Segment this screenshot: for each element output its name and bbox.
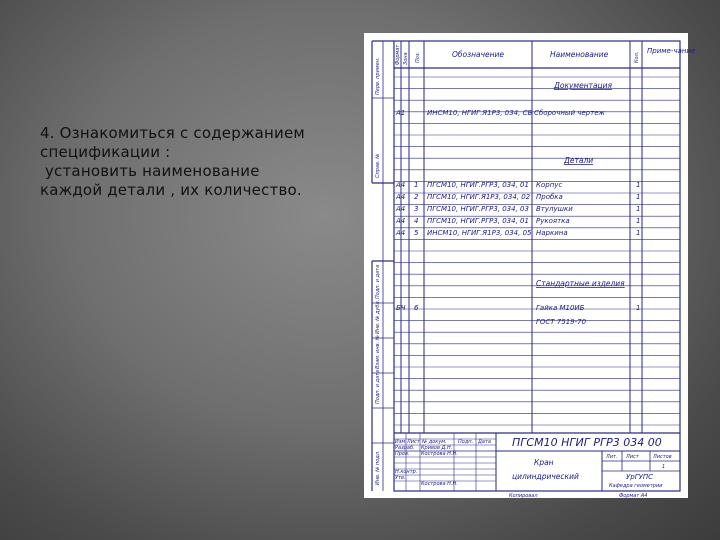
tb-row-label-doc: № докум. <box>422 439 447 445</box>
tb-chk-label: Пров. <box>395 451 410 457</box>
title-block-sheet-label: Лист <box>626 454 639 460</box>
part-row-1-name: Корпус <box>536 181 563 189</box>
part-row-2-name: Пробка <box>536 193 563 201</box>
part-row-1-des: ПГСМ10, НГИГ.РГР3, 034, 01 <box>427 181 529 189</box>
title-block-title-2: цилиндрический <box>512 472 579 481</box>
slide-text-line-4: каждой детали , их количество. <box>40 181 302 199</box>
part-row-3-fmt: А4 <box>396 205 406 213</box>
section-standard: Стандартные изделия <box>536 279 625 288</box>
part-row-3-pos: 3 <box>414 205 419 213</box>
side-label-orig-inv: Инв. № подл. <box>375 450 381 485</box>
tb-row-label-sign: Подп. <box>458 439 474 445</box>
header-qty: Кол. <box>634 51 640 63</box>
tb-row-label-sheet: Лист <box>407 439 420 445</box>
part-row-5-qty: 1 <box>636 229 641 237</box>
part-row-1-fmt: А4 <box>396 181 406 189</box>
part-row-5-des: ИНСМ10, НГИГ.Я1Р3, 034, 05 <box>427 229 532 237</box>
part-row-1-qty: 1 <box>636 181 641 189</box>
tb-row-label-date: Дата <box>478 439 491 445</box>
section-documentation: Документация <box>554 81 613 90</box>
doc-row-name: Сборочный чертеж <box>534 109 605 117</box>
title-block-sheets-val: 1 <box>662 464 666 470</box>
part-row-4-fmt: А4 <box>396 217 406 225</box>
side-label-sign-date-1: Подп. и дата <box>375 264 381 299</box>
table-grid <box>394 41 680 433</box>
part-row-5-name: Наркина <box>536 229 568 237</box>
side-label-sign-date-2: Подп. и дата <box>375 369 381 404</box>
section-parts: Детали <box>564 156 594 165</box>
side-label-dup-inv: Инв. № дубл. <box>375 299 381 334</box>
tb-dev-name: Кривов Д.Н. <box>421 445 453 451</box>
slide-text-line-1: 4. Ознакомиться с содержанием <box>40 124 305 142</box>
part-row-4-name: Рукоятка <box>536 217 570 225</box>
side-label-ref: Справ. № <box>375 153 381 178</box>
doc-row-designation: ИНСМ10, НГИГ.Я1Р3, 034, СБ <box>427 109 533 117</box>
tb-chk-name: Кострова Н.Н. <box>421 451 458 457</box>
specification-drawing <box>364 33 696 499</box>
specification-sheet <box>364 33 696 499</box>
title-block-lit-label: Лит. <box>606 454 618 460</box>
header-designation: Обозначение <box>452 50 505 59</box>
slide-text-line-2: спецификации : <box>40 143 171 161</box>
title-block-sheets-label: Листов <box>653 454 672 460</box>
title-block-org-2: Кафедра геометрии <box>609 483 663 489</box>
header-zone: Зона <box>403 52 409 65</box>
part-row-4-des: ПГСМ10, НГИГ.РГР3, 034, 01 <box>427 217 529 225</box>
part-row-3-des: ПГСМ10, НГИГ.РГР3, 034, 03 <box>427 205 529 213</box>
part-row-3-name: Втулушки <box>536 205 573 213</box>
header-note: Приме-чание <box>647 47 696 55</box>
part-row-1-pos: 1 <box>414 181 419 189</box>
title-block-title-1: Кран <box>534 458 554 467</box>
part-row-5-fmt: А4 <box>396 229 406 237</box>
part-row-5-pos: 5 <box>414 229 419 237</box>
std-row-format: БЧ <box>396 304 406 312</box>
part-row-2-fmt: А4 <box>396 193 406 201</box>
part-row-4-pos: 4 <box>414 217 419 225</box>
header-format: Формат <box>395 44 401 65</box>
part-row-2-des: ПГСМ10, НГИГ.Я1Р3, 034, 02 <box>427 193 531 201</box>
slide-text <box>40 124 360 200</box>
part-row-2-pos: 2 <box>414 193 419 201</box>
part-row-3-qty: 1 <box>636 205 641 213</box>
std-row-qty: 1 <box>636 304 641 312</box>
copied-label: Копировал <box>509 493 538 499</box>
title-block-code: ПГСМ10 НГИГ РГР3 034 00 <box>512 436 662 449</box>
std-row-name-2: ГОСТ 7519-70 <box>536 318 587 326</box>
slide-text-line-3: установить наименование <box>40 162 260 180</box>
tb-utv-name: Кострова Н.Н. <box>421 481 458 487</box>
side-label-replace-inv: Взам. инв. № <box>375 335 381 369</box>
tb-utv-label: Утв. <box>395 475 406 481</box>
std-row-pos: 6 <box>414 304 419 312</box>
doc-row-format: А1 <box>396 109 406 117</box>
header-pos: Поз. <box>415 51 421 63</box>
header-name: Наименование <box>550 50 609 59</box>
part-row-2-qty: 1 <box>636 193 641 201</box>
part-row-4-qty: 1 <box>636 217 641 225</box>
side-label-first-use: Перв. примен. <box>375 57 381 95</box>
tb-dev-label: Разраб. <box>395 445 415 451</box>
title-block-org-1: УрГУПС <box>626 473 654 481</box>
tb-nk-label: Н.контр. <box>395 469 418 475</box>
format-label: Формат А4 <box>619 493 648 499</box>
std-row-name: Гайка М10ИБ <box>536 304 585 312</box>
tb-row-label-change: Изм. <box>395 439 407 445</box>
